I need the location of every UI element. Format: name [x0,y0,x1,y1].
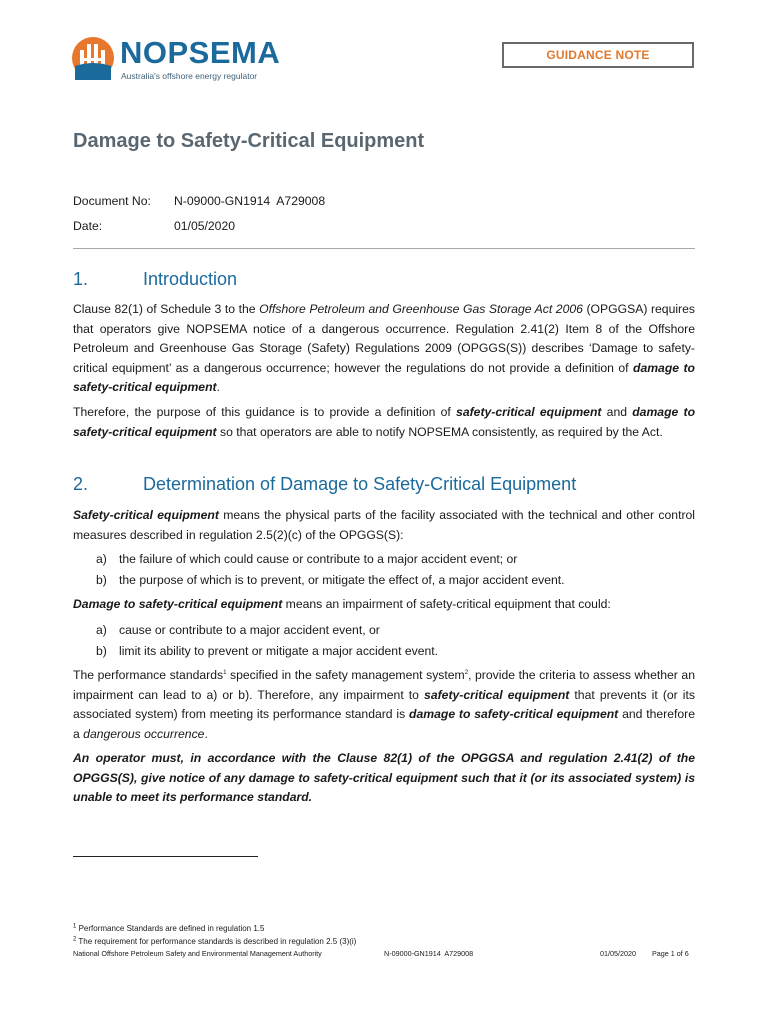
text-run: and [601,405,633,419]
list-marker: b) [96,644,107,658]
act-title: Offshore Petroleum and Greenhouse Gas Storage Act 2006 [259,302,583,316]
term-emphasis: Damage to safety-critical equipment [73,597,283,611]
footnote-divider [73,856,258,857]
performance-standards-paragraph [73,666,695,744]
footnote-1 [73,924,264,933]
footnote-text: The requirement for performance standards is described in regulation 2.5 (3)(i) [78,937,357,946]
text-run: The performance standards [73,668,224,682]
section-2-heading [73,474,576,495]
list-text: limit its ability to prevent or mitigate a major accident event. [119,644,439,658]
definition-paragraph-1 [73,506,695,545]
list-marker: a) [96,552,107,566]
logo-tagline: Australia's offshore energy regulator [121,71,258,81]
term-emphasis: damage to safety-critical equipment [73,360,695,395]
text-run: Therefore, the purpose of this guidance is to provide a definition of [73,405,457,419]
header-divider [73,248,695,249]
document-number-label: Document No: [73,194,151,208]
text-run: means the physical parts of the facility associated with the technical and other control measures described in regulation 2.5(2)(c) of the OPGGS(S): [73,508,696,542]
text-run: means an impairment of safety-critical equipment that could: [282,597,611,611]
list-item [96,570,696,591]
guidance-note-badge: GUIDANCE NOTE [502,42,694,68]
date-row [73,219,235,233]
intro-paragraph-2 [73,403,695,442]
section-1-heading [73,269,237,290]
section-2-number: 2. [73,474,89,494]
term-emphasis: Safety-critical equipment [73,508,219,522]
nopsema-logo-icon [71,36,115,80]
logo-name: NOPSEMA [120,35,281,70]
footer-date: 01/05/2020 [600,949,636,958]
section-1-title: Introduction [143,269,238,289]
list-item [96,549,696,570]
term-emphasis: dangerous occurrence [83,726,205,741]
footer-page-number: Page 1 of 6 [652,949,689,958]
footnote-number: 1 [73,923,77,930]
text-run: that prevents it (or its associated system) from meeting its performance standard is [73,687,695,722]
list-text: the failure of which could cause or contribute to a major accident event; or [119,552,518,566]
footnote-text: Performance Standards are defined in regulation 1.5 [78,924,265,933]
text-run: specified in the safety management system [226,668,465,682]
list-marker: b) [96,573,107,587]
section-2-title: Determination of Damage to Safety-Critical Equipment [143,474,577,494]
list-marker: a) [96,623,107,637]
text-run: (OPGGSA) requires that operators give NOPSEMA notice of a dangerous occurrence. Regulation 2.41(2) Item 8 of the Offshore Petroleum and Greenhouse Gas Storage (Safety) Regulations 2009 (OPGGS(S)) describes ‘Damage to safety-critical equipment’ as a dangerous occurrence; however the regulations do not provide a definition of [73,302,695,375]
section-1-number: 1. [73,269,89,289]
text-run: . [204,726,208,741]
nopsema-logo [71,34,291,84]
text-run: so that operators are able to notify NOPSEMA consistently, as required by the Act. [216,424,663,439]
document-number-row [73,194,325,208]
text-run: and therefore a [73,707,695,741]
footnote-ref-2: 2 [464,669,469,676]
operator-obligation-paragraph: An operator must, in accordance with the Clause 82(1) of the OPGGSA and regulation 2.41(2) of the OPGGS(S), give notice of any damage to safety-critical equipment such that it (or its associated system) is unable to meet its performance standard. [73,751,695,805]
footer-document-reference: N-09000-GN1914 A729008 [384,949,474,958]
footnote-number: 2 [73,936,77,943]
definition-list-1 [96,549,696,591]
footnote-2 [73,937,356,946]
definition-list-2 [96,620,696,662]
date-value: 01/05/2020 [174,219,235,233]
text-run: , provide the criteria to assess whether an impairment can lead to a) or b). Therefore, any impairment to [73,668,695,702]
term-emphasis: safety-critical equipment [424,687,570,702]
date-label: Date: [73,219,103,233]
list-item [96,620,696,641]
term-emphasis: safety-critical equipment [456,405,602,419]
footer-organization: National Offshore Petroleum Safety and Environmental Management Authority [73,949,322,958]
footnote-ref-1: 1 [223,669,227,676]
text-run: . [216,380,220,395]
list-text: cause or contribute to a major accident event, or [119,623,380,637]
text-run: Clause 82(1) of Schedule 3 to the [73,302,260,316]
definition-paragraph-2 [73,595,695,615]
list-text: the purpose of which is to prevent, or mitigate the effect of, a major accident event. [119,573,565,587]
term-emphasis: damage to safety-critical equipment [409,707,619,722]
list-item [96,641,696,662]
term-emphasis: damage to safety-critical equipment [73,405,696,439]
document-title: Damage to Safety-Critical Equipment [73,130,425,152]
document-number-value: N-09000-GN1914 A729008 [174,194,326,208]
intro-paragraph-1 [73,300,695,398]
